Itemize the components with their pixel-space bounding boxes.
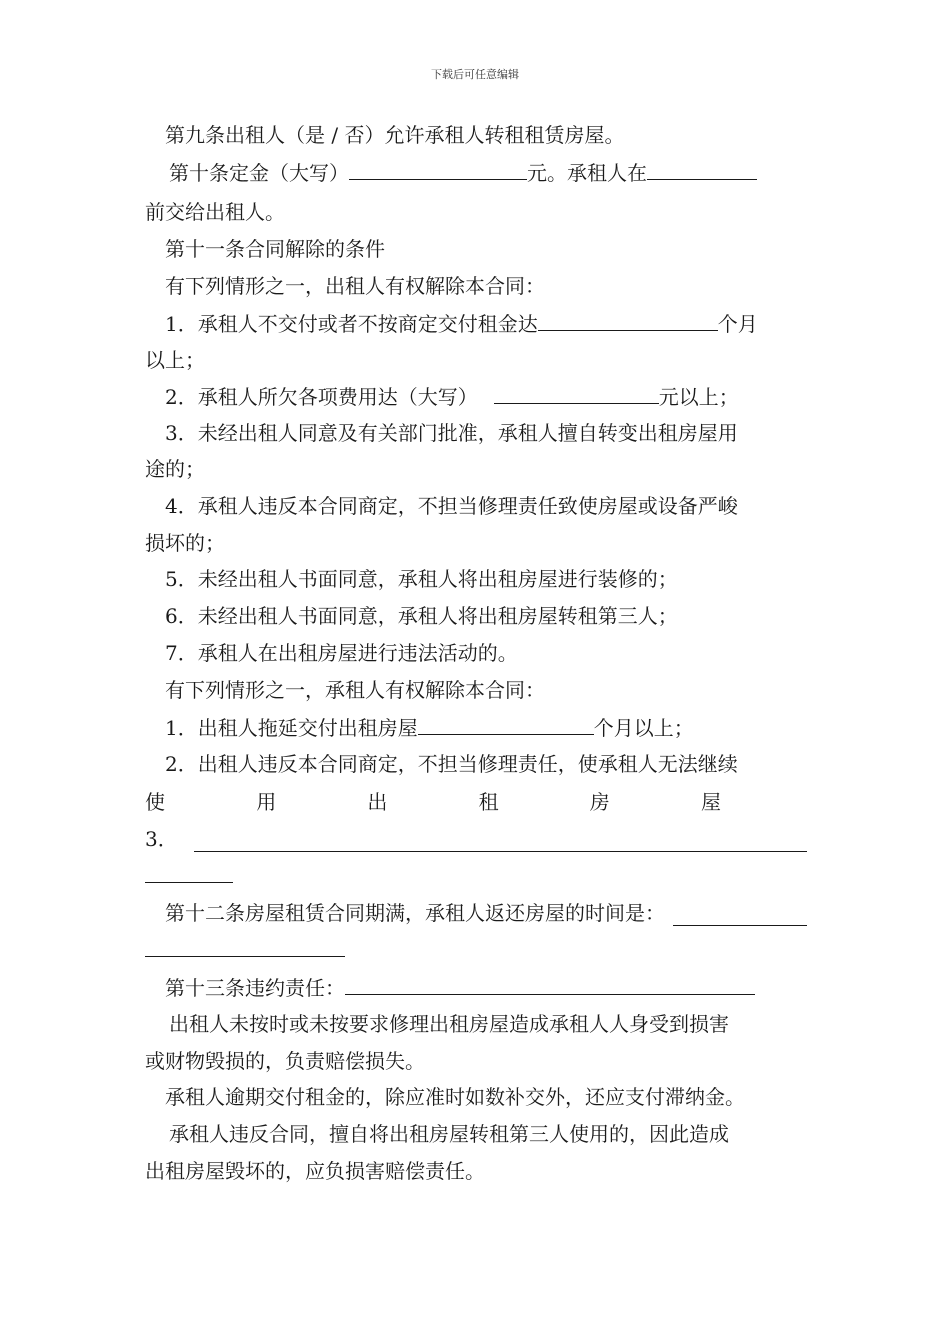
clause-12: [145, 900, 807, 926]
lessor-termination-intro: [145, 273, 807, 299]
spread-char: 用: [256, 790, 277, 814]
lessee-item-2: [145, 751, 807, 777]
liability-3-cont-text: 出租房屋毁坏的，应负损害赔偿责任。: [145, 1159, 485, 1183]
lessor-item-2-text-a: 2．承租人所欠各项费用达（大写）: [165, 385, 478, 409]
liability-3-text: 承租人违反合同，擅自将出租房屋转租第三人使用的，因此造成: [169, 1122, 729, 1146]
delay-months-blank[interactable]: [418, 714, 594, 735]
lessor-item-7: [145, 640, 807, 666]
lessor-item-3-cont-text: 途的；: [145, 457, 205, 481]
lessor-item-1: [145, 310, 807, 337]
lessee-item-3-cont: [145, 862, 807, 889]
lessor-item-4-cont-text: 损坏的；: [145, 531, 225, 555]
liability-3: [145, 1121, 807, 1147]
lessor-item-2-text-b: 元以上；: [658, 385, 739, 409]
clause-9-text: 第九条出租人（是 / 否）允许承租人转租租赁房屋。: [165, 123, 625, 147]
lessor-item-3-cont: [145, 456, 807, 482]
lessee-item-1: [145, 714, 807, 741]
clause-13: [145, 974, 807, 1001]
spread-char: 租: [478, 790, 499, 814]
clause-10-text-b: 元。承租人在: [527, 161, 647, 185]
lessee-termination-intro: [145, 677, 807, 703]
spread-char: 使: [145, 790, 165, 814]
clause-12-cont: [145, 936, 807, 963]
lessor-item-1-text-b: 个月: [717, 312, 758, 336]
lessor-item-4-cont: [145, 530, 807, 556]
lessor-item-1-cont: [145, 347, 807, 373]
liability-1-cont: [145, 1048, 807, 1074]
lessee-item-1-text-b: 个月以上；: [593, 716, 694, 740]
return-time-blank-cont[interactable]: [145, 936, 345, 957]
clause-12-text: 第十二条房屋租赁合同期满，承租人返还房屋的时间是：: [165, 901, 665, 925]
return-time-blank[interactable]: [673, 905, 807, 926]
clause-10: [145, 159, 807, 186]
lessee-item-1-text-a: 1．出租人拖延交付出租房屋: [165, 716, 418, 740]
page-header: 下载后可任意编辑: [431, 68, 519, 81]
liability-1-cont-text: 或财物毁损的，负责赔偿损失。: [145, 1049, 425, 1073]
lessee-item-2-cont: [145, 789, 721, 815]
lessor-item-1-cont-text: 以上；: [145, 348, 205, 372]
lessee-termination-intro-text: 有下列情形之一，承租人有权解除本合同：: [165, 678, 545, 702]
rent-months-blank[interactable]: [538, 310, 718, 331]
lessor-item-4-text: 4．承租人违反本合同商定，不担当修理责任致使房屋或设备严峻: [165, 494, 738, 518]
liability-1-text: 出租人未按时或未按要求修理出租房屋造成承租人人身受到损害: [169, 1012, 729, 1036]
lessor-item-7-text: 7．承租人在出租房屋进行违法活动的。: [165, 641, 518, 665]
lessor-item-3-text: 3．未经出租人同意及有关部门批准，承租人擅自转变出租房屋用: [165, 421, 738, 445]
spread-char: 出: [367, 790, 388, 814]
deposit-amount-blank[interactable]: [349, 159, 527, 180]
deposit-date-blank[interactable]: [647, 159, 757, 180]
clause-10-text-a: 第十条定金（大写）: [169, 161, 349, 185]
liability-2-text: 承租人逾期交付租金的，除应准时如数补交外，还应支付滞纳金。: [165, 1085, 745, 1109]
clause-11-title-text: 第十一条合同解除的条件: [165, 237, 385, 261]
clause-10-cont-text: 前交给出租人。: [145, 200, 285, 224]
lessor-item-5: [145, 566, 807, 592]
liability-2: [145, 1084, 807, 1110]
breach-liability-blank[interactable]: [345, 974, 755, 995]
liability-1: [145, 1011, 807, 1037]
lessor-item-2: [145, 383, 807, 410]
clause-11-title: [145, 236, 807, 262]
lessee-item-3-blank[interactable]: [194, 831, 807, 852]
fee-amount-blank[interactable]: [494, 383, 659, 404]
clause-13-text: 第十三条违约责任：: [165, 976, 345, 1000]
clause-10-cont: [145, 199, 807, 225]
lessee-item-3-blank-cont[interactable]: [145, 862, 233, 883]
lessor-item-6: [145, 603, 807, 629]
spread-char: 屋: [700, 790, 721, 814]
lessee-item-3-text: 3．: [145, 827, 178, 851]
lessee-item-3: [145, 826, 807, 852]
lessor-item-1-text-a: 1．承租人不交付或者不按商定交付租金达: [165, 312, 538, 336]
lessor-item-4: [145, 493, 807, 519]
lessor-item-5-text: 5．未经出租人书面同意，承租人将出租房屋进行装修的；: [165, 567, 678, 591]
lessor-termination-intro-text: 有下列情形之一，出租人有权解除本合同：: [165, 274, 545, 298]
clause-9: [145, 122, 807, 148]
lessor-item-3: [145, 420, 807, 446]
lessor-item-6-text: 6．未经出租人书面同意，承租人将出租房屋转租第三人；: [165, 604, 678, 628]
spread-char: 房: [589, 790, 610, 814]
liability-3-cont: [145, 1158, 807, 1184]
lessee-item-2-text: 2．出租人违反本合同商定，不担当修理责任，使承租人无法继续: [165, 752, 738, 776]
